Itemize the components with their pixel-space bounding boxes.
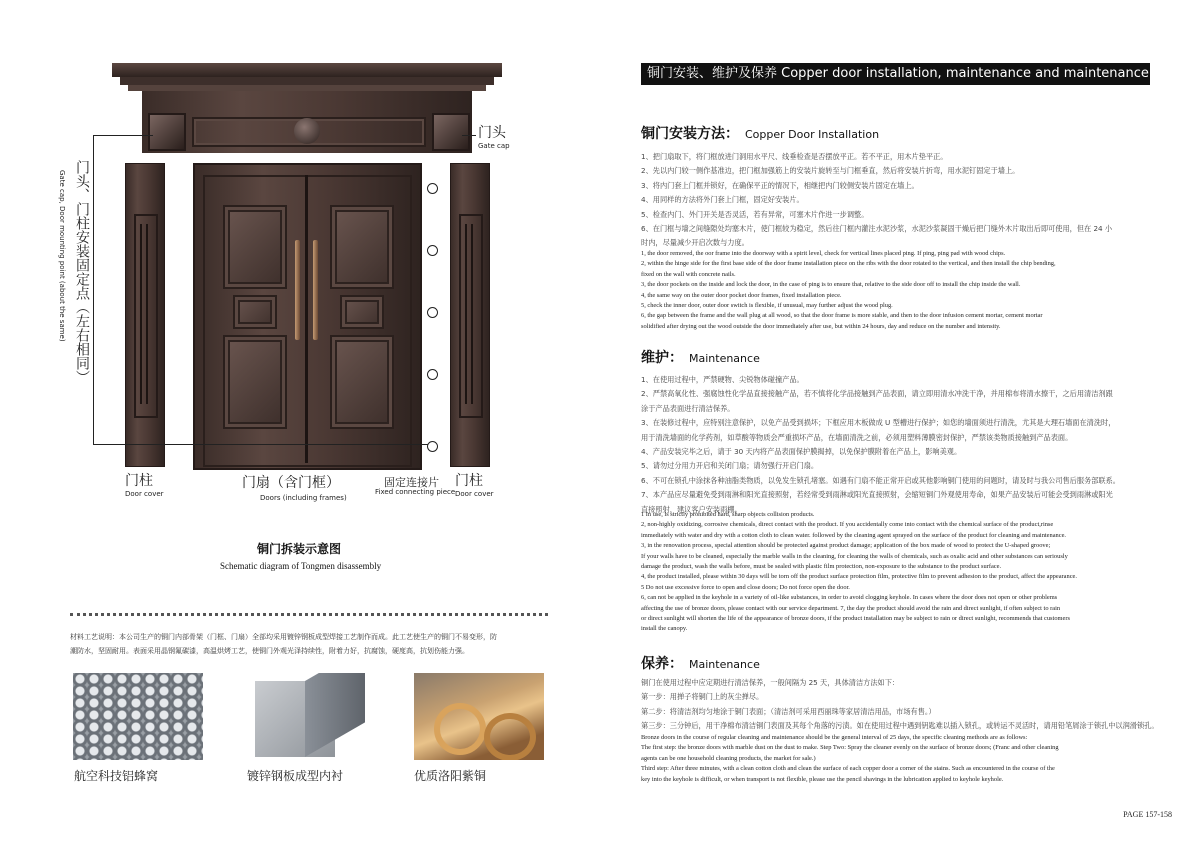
- install-title: 铜门安装方法： Copper Door Installation: [641, 126, 880, 142]
- fixed-piece-label: 固定连接片: [384, 476, 439, 489]
- door-leaf: [193, 163, 422, 470]
- door-cover-left: [125, 163, 165, 467]
- care-en: Bronze doors in the course of regular cleaning and maintenance should be the general interval of 25 days, the specific cleaning methods are as follows: The first step: the bronze doors with marble dust on the dust to make. Step Two: Spray the cleaner evenly on the surface of bronze doors; (Franc and other cleaning agents can be one household cleaning products, the market for sale.) Third step: After three minutes, with a clean cotton cloth and clean the surface of each copper door a corner of the stains. Such as encountered in the course of the key into the keyhole is difficult, or when transport is not flexible, please use the pencil shavings in the lubrication applied to keyhole keyhole.: [641, 734, 1059, 783]
- install-cn: 1、把门扇取下，将门框放进门洞用水平尺、线垂检查是否摆放平正。若不平正，用木片垫平正。 2、先以内门较一侧作基准边，把门框加强筋上的安装片旋转至与门框垂直，然后将安装片折弯，用水泥钉固定于墙上。 3、将内门套上门框并锁好，在确保平正的情况下，相继把内门较侧安装片固定在墙上。 4、用同样的方法将外门套上门框，固定好安装片。 5、检查内门、外门开关是否灵活，若有异常，可塞木片作进一步调整。 6、在门框与墙之间缝隙处均塞木片，使门框较为稳定，然后往门框内灌注水泥沙浆，水泥沙浆凝固干燥后把门缝外木片取出后即可使用，但在 24 小 时内，尽量减少开启次数与力度。: [641, 152, 1113, 248]
- maintenance-title: 维护： Maintenance: [641, 350, 760, 366]
- care-title: 保养： Maintenance: [641, 656, 760, 672]
- care-cn: 铜门在使用过程中应定期进行清洁保养，一般间隔为 25 天，具体清洁方法如下： 第一步：用掸子将铜门上的灰尘掸尽。 第二步：将清洁剂均匀地涂于铜门表面；（清洁剂可采用西丽珠等家居清洁用品，市场有售。） 第三步：三分钟后，用干净棉布清洁铜门表面及其每个角落的污渍。如在使用过程中遇到钥匙难以插入锁孔，或转运不灵活时，请用铅笔屑涂于锁孔中以润滑锁孔。: [641, 678, 1159, 731]
- page-number: PAGE 157-158: [1123, 810, 1172, 819]
- diagram-title-en: Schematic diagram of Tongmen disassembly: [220, 561, 382, 571]
- mount-point-label-en: Gate cap, Door mounting point (about the same): [58, 170, 66, 342]
- maintenance-en: 1 In use, is strictly prohibited hard, sharp objects collision products. 2, non-highly oxidizing, corrosive chemicals, direct contact with the product. If you accidentally come into contact with the chemical surface of the product,rinse immediately with water and dry with a cotton cloth to clean water. followed by the cleaning agent sprayed on the surface of the product for cleaning and maintenance. 3, in the renovation process, special attention should be protected against product damage; application of the box made of wood to protect the U-shaped groove; If your walls have to be cleaned, especially the marble walls in the cleaning, for cleaning the walls of chemicals, such as oxalic acid and other substances can seriously damage the product, wash the walls before, must be sealed with plastic film protection, non-exposure to the substance to the product surface. 4, the product installed, please within 30 days will be torn off the product surface protection film, protective film to prevent adhesion to the product, affect the appearance. 5 Do not use excessive force to open and close doors; Do not force open the door. 6, can not be applied in the keyhole in a variety of oil-like substances, in order to avoid clogging keyhole. In cases where the door does not open or other problems affecting the use of bronze doors, please contact with our service department. 7, the day the product should avoid the rain and direct sunlight, if often subject to rain or direct sunlight will shorten the life of the appearance of bronze doors, if the product installation may be subject to rain or direct sunlight, recommends that customers install the canopy.: [641, 511, 1077, 633]
- copper-image: [414, 673, 544, 760]
- door-handle-right: [313, 240, 318, 340]
- door-cover-right-label-en: Door cover: [455, 490, 494, 498]
- divider: [70, 613, 548, 616]
- mount-point-label: 门头、门柱安装固定点（左右相同）: [74, 160, 90, 384]
- maintenance-cn: 1、在使用过程中，严禁硬物、尖锐物体碰撞产品。 2、严禁高氧化性、强腐蚀性化学品直接接触产品，若不慎将化学品接触到产品表面，请立即用清水冲洗干净，并用棉布将清水擦干，之后用清洁剂跟 涂于产品表面进行清洁保养。 3、在装修过程中，应特别注意保护，以免产品受到损坏；下框应用木板做成 U 型槽进行保护；如您的墙面须进行清洗，尤其是大理石墙面在清洗时， 用于清洗墙面的化学药剂，如草酸等物质会严重损坏产品，在墙面清洗之前，必须用塑料薄膜密封保护，严禁该类物质接触到产品表面。 4、产品安装完毕之后，请于 30 天内将产品表面保护膜揭掉，以免保护膜附着在产品上，影响美观。 5、请勿过分用力开启和关闭门扇；请勿强行开启门扇。 6、不可在锁孔中涂抹各种油脂类物质，以免发生锁孔堵塞。如遇有门扇不能正常开启或其他影响铜门使用的问题时，请及时与我公司售后服务部联系。 7、本产品应尽量避免受到雨淋和阳光直接照射，若经常受到雨淋或阳光直接照射，会缩短铜门外观使用寿命，如果产品安装后可能会受到雨淋或阳光 直接照射，建议客户安装雨棚。: [641, 375, 1120, 514]
- caption-copper: 优质洛阳紫铜: [414, 769, 487, 783]
- gate-cap-label: 门头: [478, 125, 506, 141]
- honeycomb-image: [73, 673, 203, 760]
- steel-lining-image: [245, 673, 372, 760]
- door-leaf-label: 门扇（含门框）: [242, 475, 340, 491]
- door-handle-left: [295, 240, 300, 340]
- door-cover-left-label-en: Door cover: [125, 490, 164, 498]
- install-en: 1, the door removed, the oor frame into the doorway with a spirit level, check for vertical lines placed ping. If ping, ping pad with wood chips. 2, within the hinge side for the first base side of the door frame installation piece on the ribs with the door rotated to the vertical, and then install the chip bending, fixed on the wall with concrete nails. 3, the door pockets on the inside and lock the door, in the case of ping is to ensure that, relative to the side door off to install the chip inside the wall. 4, the same way on the outer door pocket door frames, fixed installation piece. 5, check the inner door, outer door switch is flexible, if unusual, may further adjust the wood plug. 6, the gap between the frame and the wall plug at all wood, so that the door frame is more stable, and then to the door infusion cement mortar, cement mortar solidified after drying out the wood outside the door immediately after use, but within 24 hours, day and reduce on the number and intensity.: [641, 250, 1056, 330]
- gate-cap-label-en: Gate cap: [478, 142, 510, 150]
- door-leaf-label-en: Doors (including frames): [260, 494, 347, 502]
- door-cover-left-label: 门柱: [125, 473, 153, 489]
- page-header: 铜门安装、维护及保养 Copper door installation, maintenance and maintenance: [641, 63, 1150, 85]
- material-text: 材料工艺说明：本公司生产的铜门内部骨架（门框、门扇）全部均采用镀锌钢板成型焊接工艺制作而成。此工艺使生产的铜门不易变形，防 潮防水，坚固耐用。表面采用晶钢氟碳漆，高温烘烤工艺，使铜门外观光泽持续性，附着力好，抗腐蚀，硬度高，抗划伤能力强。: [70, 633, 497, 655]
- door-cover-right-label: 门柱: [455, 473, 483, 489]
- fixed-piece-label-en: Fixed connecting piece: [375, 488, 456, 496]
- diagram-title: 铜门拆装示意图: [257, 542, 342, 556]
- gate-cap: [112, 63, 502, 153]
- caption-honeycomb: 航空科技铝蜂窝: [74, 769, 159, 783]
- caption-steel: 镀锌钢板成型内衬: [247, 769, 344, 783]
- door-cover-right: [450, 163, 490, 467]
